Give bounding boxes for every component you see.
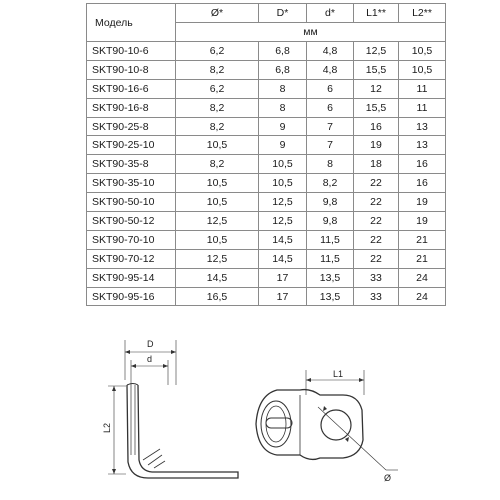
cell-model: SKT90-70-12 (87, 249, 176, 268)
cell-value: 8 (259, 79, 307, 98)
cell-value: 22 (354, 193, 399, 212)
cell-model: SKT90-35-10 (87, 174, 176, 193)
cell-value: 14,5 (176, 268, 259, 287)
cell-value: 9,8 (307, 212, 354, 231)
col-header-L2: L2** (399, 4, 446, 23)
cell-value: 9,8 (307, 193, 354, 212)
cell-value: 12,5 (259, 212, 307, 231)
cell-value: 22 (354, 174, 399, 193)
col-header-L1: L1** (354, 4, 399, 23)
col-header-phi: Ø* (176, 4, 259, 23)
cell-value: 16 (399, 174, 446, 193)
cell-value: 9 (259, 136, 307, 155)
cell-value: 19 (399, 212, 446, 231)
cell-value: 21 (399, 249, 446, 268)
cell-model: SKT90-16-6 (87, 79, 176, 98)
label-L2: L2 (102, 422, 112, 433)
cell-value: 10,5 (176, 136, 259, 155)
cell-value: 16 (354, 117, 399, 136)
cell-value: 11,5 (307, 249, 354, 268)
units-label: мм (176, 23, 446, 42)
cell-model: SKT90-95-14 (87, 268, 176, 287)
cell-value: 16 (399, 155, 446, 174)
cell-value: 14,5 (259, 249, 307, 268)
cell-model: SKT90-25-10 (87, 136, 176, 155)
cell-value: 19 (354, 136, 399, 155)
cell-value: 8,2 (176, 117, 259, 136)
model-header: Модель (87, 4, 176, 42)
cell-value: 10,5 (176, 193, 259, 212)
top-view (256, 390, 363, 460)
cell-value: 6 (307, 79, 354, 98)
cell-value: 8,2 (176, 60, 259, 79)
cell-value: 22 (354, 230, 399, 249)
cell-value: 15,5 (354, 98, 399, 117)
cell-value: 12,5 (176, 249, 259, 268)
cell-value: 10,5 (176, 174, 259, 193)
cell-value: 24 (399, 268, 446, 287)
cell-model: SKT90-50-12 (87, 212, 176, 231)
cell-value: 24 (399, 287, 446, 306)
cell-value: 12,5 (354, 42, 399, 61)
cell-value: 7 (307, 136, 354, 155)
cell-value: 10,5 (176, 230, 259, 249)
cell-value: 8,2 (176, 155, 259, 174)
cell-value: 10,5 (259, 174, 307, 193)
cell-value: 6,2 (176, 42, 259, 61)
cell-value: 18 (354, 155, 399, 174)
cell-value: 33 (354, 268, 399, 287)
cell-value: 22 (354, 249, 399, 268)
cell-value: 11 (399, 79, 446, 98)
cell-value: 4,8 (307, 60, 354, 79)
cell-value: 11,5 (307, 230, 354, 249)
cell-model: SKT90-10-8 (87, 60, 176, 79)
col-header-d: d* (307, 4, 354, 23)
cell-model: SKT90-10-6 (87, 42, 176, 61)
cell-value: 4,8 (307, 42, 354, 61)
cell-value: 13 (399, 136, 446, 155)
cell-value: 10,5 (259, 155, 307, 174)
cell-value: 17 (259, 287, 307, 306)
cell-value: 6,2 (176, 79, 259, 98)
cell-model: SKT90-25-8 (87, 117, 176, 136)
cell-value: 6 (307, 98, 354, 117)
cell-value: 13,5 (307, 268, 354, 287)
col-header-D: D* (259, 4, 307, 23)
cell-model: SKT90-70-10 (87, 230, 176, 249)
cell-value: 11 (399, 98, 446, 117)
cell-value: 21 (399, 230, 446, 249)
label-D: D (147, 339, 154, 349)
cell-value: 13 (399, 117, 446, 136)
cell-value: 12,5 (259, 193, 307, 212)
cell-value: 14,5 (259, 230, 307, 249)
cell-value: 12 (354, 79, 399, 98)
cell-value: 15,5 (354, 60, 399, 79)
cell-model: SKT90-95-16 (87, 287, 176, 306)
cell-value: 7 (307, 117, 354, 136)
cell-value: 16,5 (176, 287, 259, 306)
cell-value: 6,8 (259, 42, 307, 61)
cell-model: SKT90-16-8 (87, 98, 176, 117)
cell-model: SKT90-50-10 (87, 193, 176, 212)
cell-value: 22 (354, 212, 399, 231)
cell-value: 17 (259, 268, 307, 287)
cell-value: 10,5 (399, 60, 446, 79)
cell-value: 8 (307, 155, 354, 174)
cell-value: 6,8 (259, 60, 307, 79)
cell-value: 33 (354, 287, 399, 306)
label-d: d (147, 354, 153, 364)
cell-value: 8 (259, 98, 307, 117)
cell-value: 8,2 (176, 98, 259, 117)
cell-value: 12,5 (176, 212, 259, 231)
cell-value: 13,5 (307, 287, 354, 306)
cell-model: SKT90-35-8 (87, 155, 176, 174)
side-view (127, 384, 238, 479)
cell-value: 19 (399, 193, 446, 212)
cell-value: 8,2 (307, 174, 354, 193)
cell-value: 9 (259, 117, 307, 136)
label-phi: Ø (384, 473, 392, 483)
cell-value: 10,5 (399, 42, 446, 61)
label-L1: L1 (333, 369, 344, 379)
